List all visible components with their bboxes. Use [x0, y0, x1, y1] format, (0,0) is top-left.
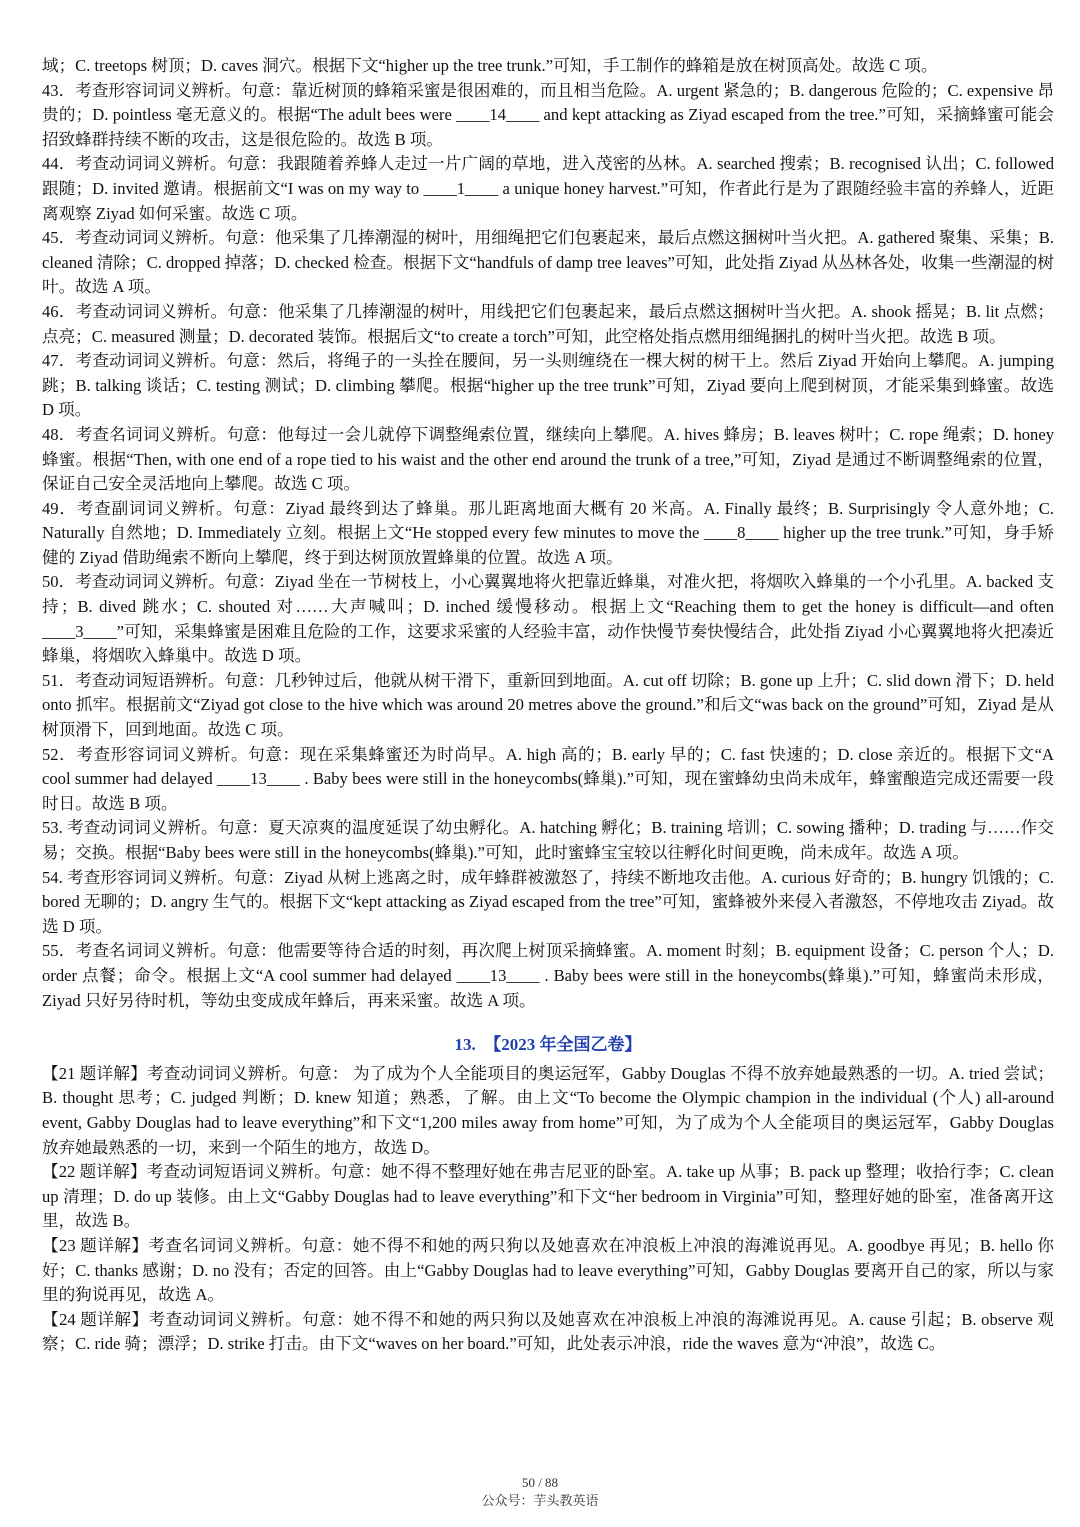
paragraph-47: 47．考查动词词义辨析。句意：然后，将绳子的一头拴在腰间，另一头则缠绕在一棵大树的树干上。然后 Ziyad 开始向上攀爬。A. jumping 跳；B. talking 谈话；C. testing 测试；D. climbing 攀爬。根据“higher up the tree trunk”可知，Ziyad 要向上爬到树顶，才能采集到蜂蜜。故选 D 项。 [42, 351, 1054, 420]
paragraph-48: 48．考查名词词义辨析。句意：他每过一会儿就停下调整绳索位置，继续向上攀爬。A. hives 蜂房；B. leaves 树叶；C. rope 绳索；D. honey 蜂蜜。根据“Then, with one end of a rope tied to his waist and the other end around the trunk of a tree,”可知，Ziyad 是通过不断调整绳索的位置，保证自己安全灵活地向上攀爬。故选 C 项。 [42, 424, 1054, 494]
paragraph-q23: 【23 题详解】考查名词词义辨析。句意：她不得不和她的两只狗以及她喜欢在冲浪板上冲浪的海滩说再见。A. goodbye 再见；B. hello 你好；C. thanks 感谢；D. no 没有；否定的回答。由上“Gabby Douglas had to leave everything”可知，Gabby Douglas 要离开自己的家，所以与家里的狗说再见，故选 A。 [42, 1235, 1054, 1305]
paragraph-54: 54. 考查形容词词义辨析。句意：Ziyad 从树上逃离之时，成年蜂群被激怒了，持续不断地攻击他。A. curious 好奇的；B. hungry 饥饿的；C. bored 无聊的；D. angry 生气的。根据下文“kept attacking as Ziyad escaped from the tree”可知，蜜蜂被外来侵入者激怒，不停地攻击 Ziyad。故选 D 项。 [42, 867, 1054, 936]
footer-source: 公众号：芋头教英语 [481, 1493, 599, 1508]
page-footer [0, 1474, 1080, 1510]
paragraph-49: 49．考查副词词义辨析。句意：Ziyad 最终到达了蜂巢。那儿距离地面大概有 20 米高。A. Finally 最终；B. Surprisingly 令人意外地；C. Naturally 自然地；D. Immediately 立刻。根据上文“He stopped every few minutes to move the ____8____ higher up the tree trunk.”可知，身手矫健的 Ziyad 借助绳索不断向上攀爬，终于到达树顶放置蜂巢的位置。故选 A 项。 [42, 498, 1054, 567]
paragraph-55: 55．考查名词词义辨析。句意：他需要等待合适的时刻，再次爬上树顶采摘蜂蜜。A. moment 时刻；B. equipment 设备；C. person 个人；D. order 点餐；命令。根据上文“A cool summer had delayed ____13____ . Baby bees were still in the honeycombs(蜂巢).”可知，蜂蜜尚未形成，Ziyad 只好另待时机，等幼虫变成成年蜂后，再来采蜜。故选 A 项。 [42, 941, 1054, 1010]
section-title: 13. 【2023 年全国乙卷】 [454, 1035, 642, 1055]
paragraph-q24: 【24 题详解】考查动词词义辨析。句意：她不得不和她的两只狗以及她喜欢在冲浪板上冲浪的海滩说再见。A. cause 引起；B. observe 观察；C. ride 骑；漂浮；D. strike 打击。由下文“waves on her board.”可知，此处表示冲浪，ride the waves 意为“冲浪”，故选 C。 [42, 1309, 1054, 1354]
paragraph-42-tail: 域；C. treetops 树顶；D. caves 洞穴。根据下文“higher up the tree trunk.”可知，手工制作的蜂箱是放在树顶高处。故选 C 项。 [42, 56, 938, 75]
paragraph-51: 51．考查动词短语辨析。句意：几秒钟过后，他就从树干滑下，重新回到地面。A. cut off 切除；B. gone up 上升；C. slid down 滑下；D. held onto 抓牢。根据前文“Ziyad got close to the hive which was around 20 metres above the ground.”和后文“was back on the ground”可知，Ziyad 是从树顶滑下，回到地面。故选 C 项。 [42, 670, 1054, 740]
paragraph-52: 52．考查形容词词义辨析。句意：现在采集蜂蜜还为时尚早。A. high 高的；B. early 早的；C. fast 快速的；D. close 亲近的。根据下文“A cool summer had delayed ____13____ . Baby bees were still in the honeycombs(蜂巢).”可知，现在蜜蜂幼虫尚未成年，蜂蜜酿造完成还需要一段时日。故选 B 项。 [42, 744, 1054, 813]
paragraph-53: 53. 考查动词词义辨析。句意：夏天凉爽的温度延误了幼虫孵化。A. hatching 孵化；B. training 培训；C. sowing 播种；D. trading 与……作交易；交换。根据“Baby bees were still in the honeycombs(蜂巢).”可知，此时蜜蜂宝宝较以往孵化时间更晚，尚未成年。故选 A 项。 [42, 818, 1054, 862]
page-number: 50 / 88 [521, 1475, 559, 1490]
paragraph-q21: 【21 题详解】考查动词词义辨析。句意： 为了成为个人全能项目的奥运冠军，Gabby Douglas 不得不放弃她最熟悉的一切。A. tried 尝试；B. thought 思考；C. judged 判断；D. knew 知道；熟悉，了解。由上文“To become the Olympic champion in the individual (个人) all-around event, Gabby Douglas had to leave everything”和下文“1,200 miles away from home”可知，为了成为个人全能项目的奥运冠军，Gabby Douglas 放弃她最熟悉的一切，来到一个陌生的地方，故选 D。 [42, 1063, 1054, 1157]
paragraph-50: 50．考查动词词义辨析。句意：Ziyad 坐在一节树枝上，小心翼翼地将火把靠近蜂巢，对准火把，将烟吹入蜂巢的一个小孔里。A. backed 支持；B. dived 跳水；C. shouted 对……大声喊叫；D. inched 缓慢移动。根据上文“Reaching them to get the honey is difficult—and often ____3____”可知，采集蜂蜜是困难且危险的工作，这要求采蜜的人经验丰富，动作快慢节奏快慢结合，此处指 Ziyad 小心翼翼地将火把凑近蜂巢，将烟吹入蜂巢中。故选 D 项。 [42, 572, 1054, 666]
paragraph-46: 46．考查动词词义辨析。句意：他采集了几捧潮湿的树叶，用线把它们包裹起来，最后点燃这捆树叶当火把。A. shook 摇晃；B. lit 点燃；点亮；C. measured 测量；D. decorated 装饰。根据后文“to create a torch”可知，此空格处指点燃用细绳捆扎的树叶当火把。故选 B 项。 [42, 301, 1054, 346]
paragraph-44: 44．考查动词词义辨析。句意：我跟随着养蜂人走过一片广阔的草地，进入茂密的丛林。A. searched 搜索；B. recognised 认出；C. followed 跟随；D. invited 邀请。根据前文“I was on my way to ____1____ a unique honey harvest.”可知，作者此行是为了跟随经验丰富的养蜂人，近距离观察 Ziyad 如何采蜜。故选 C 项。 [42, 154, 1054, 223]
document-body [42, 54, 1054, 1357]
paragraph-q22: 【22 题详解】考查动词短语词义辨析。句意：她不得不整理好她在弗吉尼亚的卧室。A. take up 从事；B. pack up 整理；收拾行李；C. clean up 清理；D. do up 装修。由上文“Gabby Douglas had to leave everything”和下文“her bedroom in Virginia”可知，整理好她的卧室，准备离开这里，故选 B。 [42, 1162, 1054, 1231]
paragraph-45: 45．考查动词词义辨析。句意：他采集了几捧潮湿的树叶，用细绳把它们包裹起来，最后点燃这捆树叶当火把。A. gathered 聚集、采集；B. cleaned 清除；C. dropped 掉落；D. checked 检查。根据下文“handfuls of damp tree leaves”可知，此处指 Ziyad 从丛林各处，收集一些潮湿的树叶。故选 A 项。 [42, 228, 1054, 297]
paragraph-43: 43．考查形容词词义辨析。句意：靠近树顶的蜂箱采蜜是很困难的，而且相当危险。A. urgent 紧急的；B. dangerous 危险的；C. expensive 昂贵的；D. pointless 毫无意义的。根据“The adult bees were ____14____ and kept attacking as Ziyad escaped from the tree.”可知，采摘蜂蜜可能会招致蜂群持续不断的攻击，这是很危险的。故选 B 项。 [42, 80, 1054, 149]
